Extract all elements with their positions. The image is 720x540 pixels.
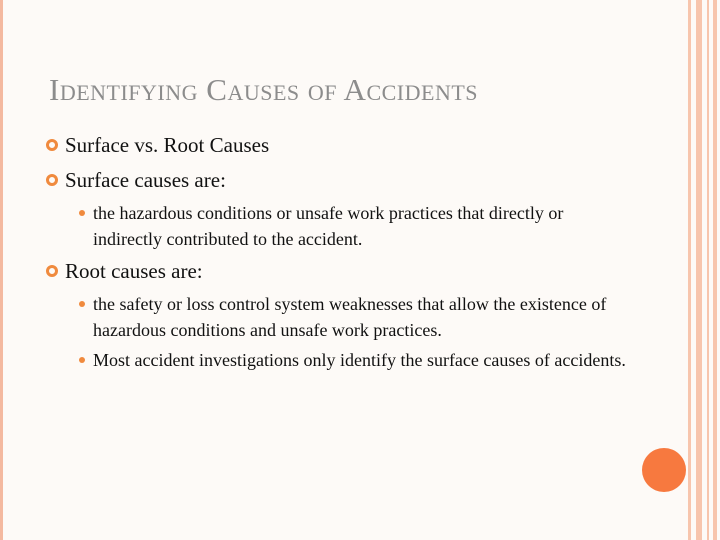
bullet-list (46, 130, 636, 377)
slide-title: Identifying Causes of Accidents (49, 72, 478, 107)
decorative-circle (642, 448, 686, 492)
sub-bullet-text: the safety or loss control system weaknesses that allow the existence of hazardous conditions and unsafe work practices. (93, 294, 607, 340)
bullet-text: Root causes are: (65, 259, 203, 283)
ring-bullet-icon (46, 265, 58, 277)
sub-bullet-text: Most accident investigations only identify the surface causes of accidents. (93, 350, 626, 370)
bullet-item (46, 256, 636, 286)
dot-bullet-icon (79, 210, 85, 216)
dot-bullet-icon (79, 301, 85, 307)
bullet-text: Surface causes are: (65, 168, 226, 192)
sub-bullet-item (93, 200, 636, 252)
bullet-text: Surface vs. Root Causes (65, 133, 270, 157)
ring-bullet-icon (46, 174, 58, 186)
sub-bullet-text: the hazardous conditions or unsafe work practices that directly or indirectly contributed to the accident. (93, 203, 564, 249)
decorative-stripe (713, 0, 717, 540)
left-border (0, 0, 3, 540)
decorative-stripe (707, 0, 709, 540)
ring-bullet-icon (46, 139, 58, 151)
bullet-item (46, 130, 636, 160)
bullet-item (46, 165, 636, 195)
dot-bullet-icon (79, 357, 85, 363)
sub-bullet-item (93, 291, 636, 343)
decorative-stripe (696, 0, 702, 540)
decorative-stripe (688, 0, 691, 540)
sub-bullet-item (93, 347, 636, 373)
